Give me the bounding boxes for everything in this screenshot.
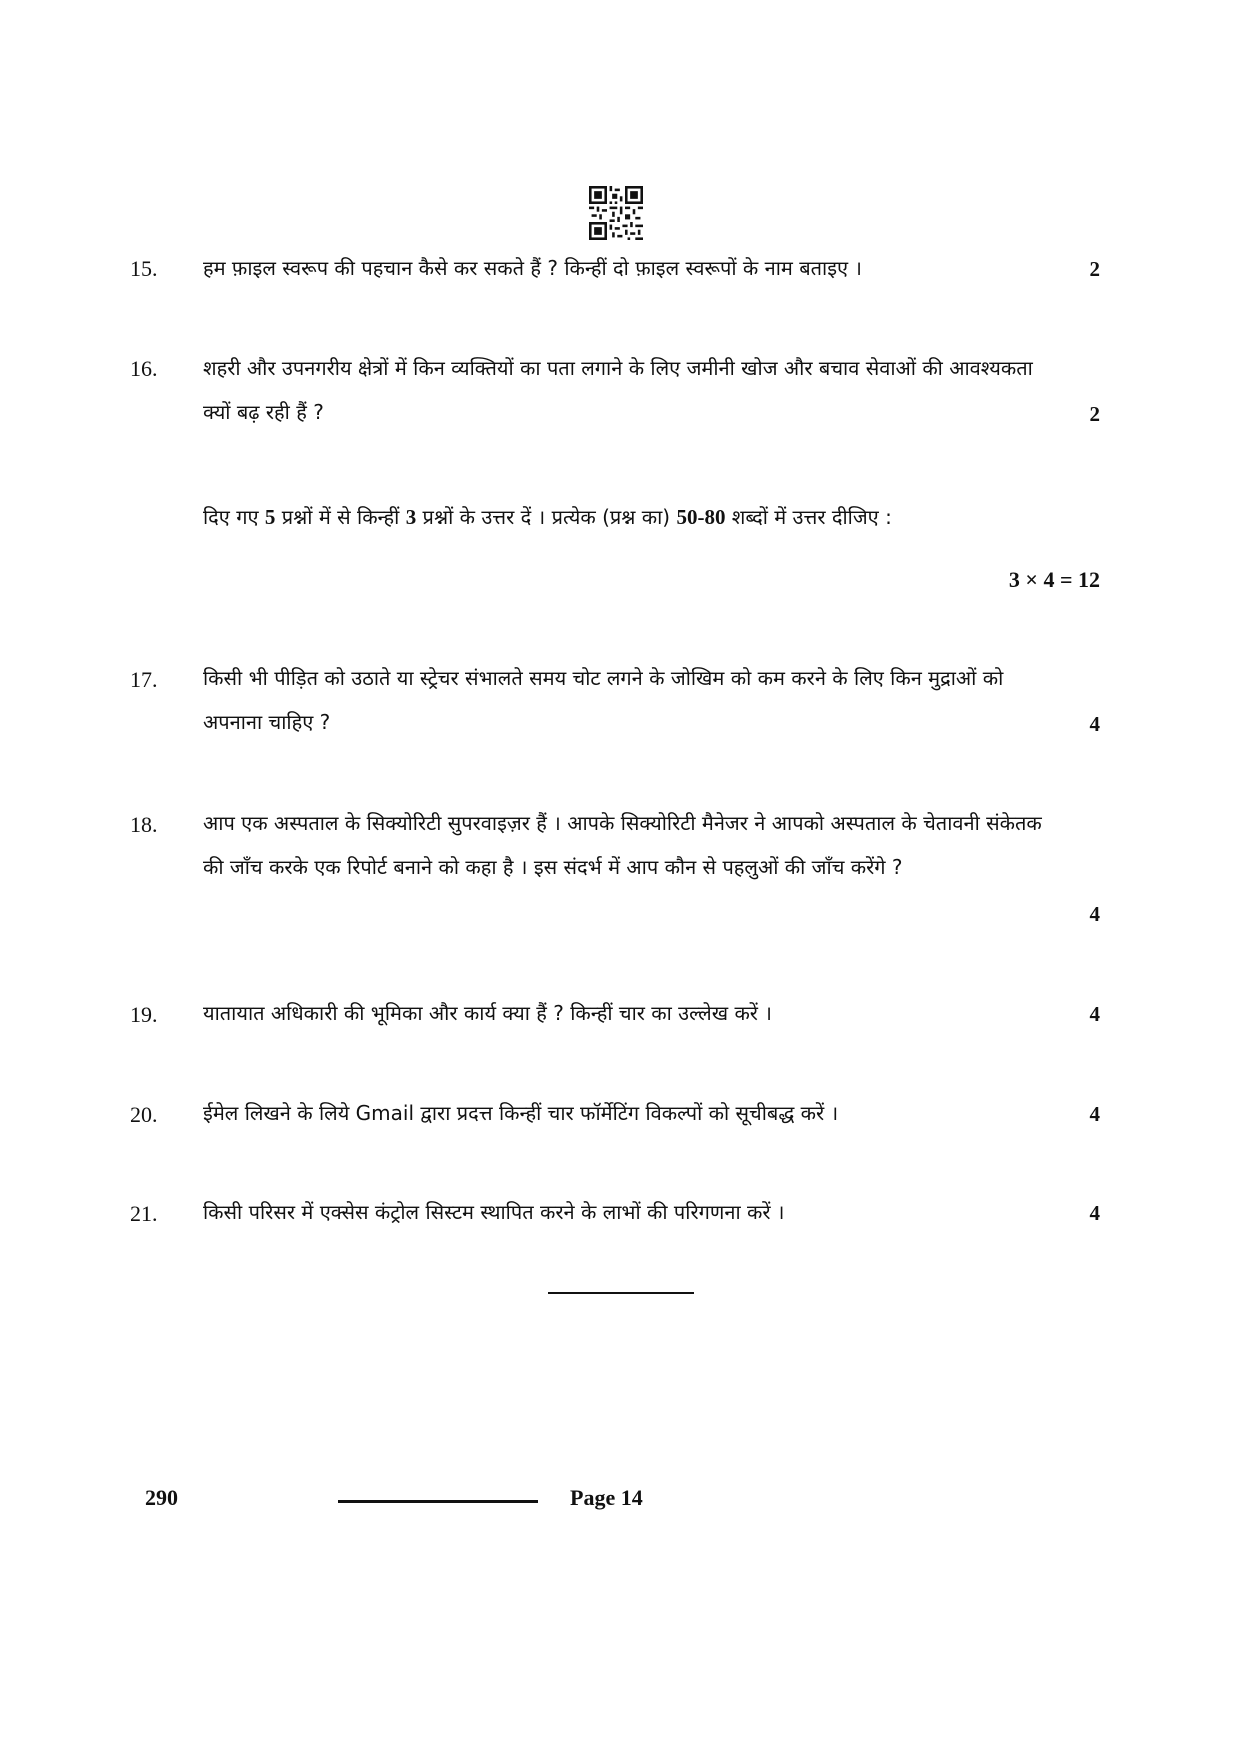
question-15-marks: 2: [1089, 257, 1100, 281]
question-17-text: किसी भी पीड़ित को उठाते या स्ट्रेचर संभालते समय चोट लगने के जोखिम को कम करने के लिए किन मुद्राओं को अपनाना चाहिए ?: [203, 666, 1010, 734]
question-21-text: किसी परिसर में एक्सेस कंट्रोल सिस्टम स्थापित करने के लाभों की परिगणना करें ।: [203, 1200, 785, 1224]
question-18-marks: 4: [1089, 902, 1100, 926]
section-marks-formula: 3 × 4 = 12: [1008, 567, 1100, 592]
question-19-text: यातायात अधिकारी की भूमिका और कार्य क्या हैं ? किन्हीं चार का उल्लेख करें ।: [203, 1001, 772, 1025]
question-20-number: 20.: [130, 1102, 158, 1127]
paper-code: 290: [145, 1485, 178, 1510]
question-20-marks: 4: [1089, 1102, 1100, 1126]
question-21-number: 21.: [130, 1201, 158, 1226]
question-18-text: आप एक अस्पताल के सिक्योरिटी सुपरवाइज़र हैं । आपके सिक्योरिटी मैनेजर ने आपको अस्पताल के चेतावनी संकेतक की जाँच करके एक रिपोर्ट बनाने को कहा है । इस संदर्भ में आप कौन से पहलुओं की जाँच करेंगे ?: [203, 811, 1049, 879]
question-15-text: हम फ़ाइल स्वरूप की पहचान कैसे कर सकते हैं ? किन्हीं दो फ़ाइल स्वरूपों के नाम बताइए ।: [203, 256, 863, 280]
question-18-number: 18.: [130, 812, 158, 837]
question-15-number: 15.: [130, 256, 158, 281]
question-17-marks: 4: [1089, 712, 1100, 736]
end-of-questions-rule: [548, 1292, 694, 1294]
question-19-marks: 4: [1089, 1002, 1100, 1026]
question-21-marks: 4: [1089, 1201, 1100, 1225]
question-20-text: ईमेल लिखने के लिये Gmail द्वारा प्रदत्त किन्हीं चार फॉर्मेटिंग विकल्पों को सूचीबद्ध करें ।: [203, 1101, 839, 1125]
qr-code: [589, 186, 643, 240]
question-16-number: 16.: [130, 356, 158, 381]
footer-rule: [338, 1500, 538, 1503]
section-instruction: दिए गए 5 प्रश्नों में से किन्हीं 3 प्रश्नों के उत्तर दें । प्रत्येक (प्रश्न का) 50-80 शब्दों में उत्तर दीजिए :: [203, 505, 892, 529]
question-17-number: 17.: [130, 667, 158, 692]
question-16-text: शहरी और उपनगरीय क्षेत्रों में किन व्यक्तियों का पता लगाने के लिए जमीनी खोज और बचाव सेवाओं की आवश्यकता क्यों बढ़ रही हैं ?: [203, 356, 1040, 424]
page-number: Page 14: [570, 1485, 643, 1510]
question-19-number: 19.: [130, 1002, 158, 1027]
question-16-marks: 2: [1089, 402, 1100, 426]
